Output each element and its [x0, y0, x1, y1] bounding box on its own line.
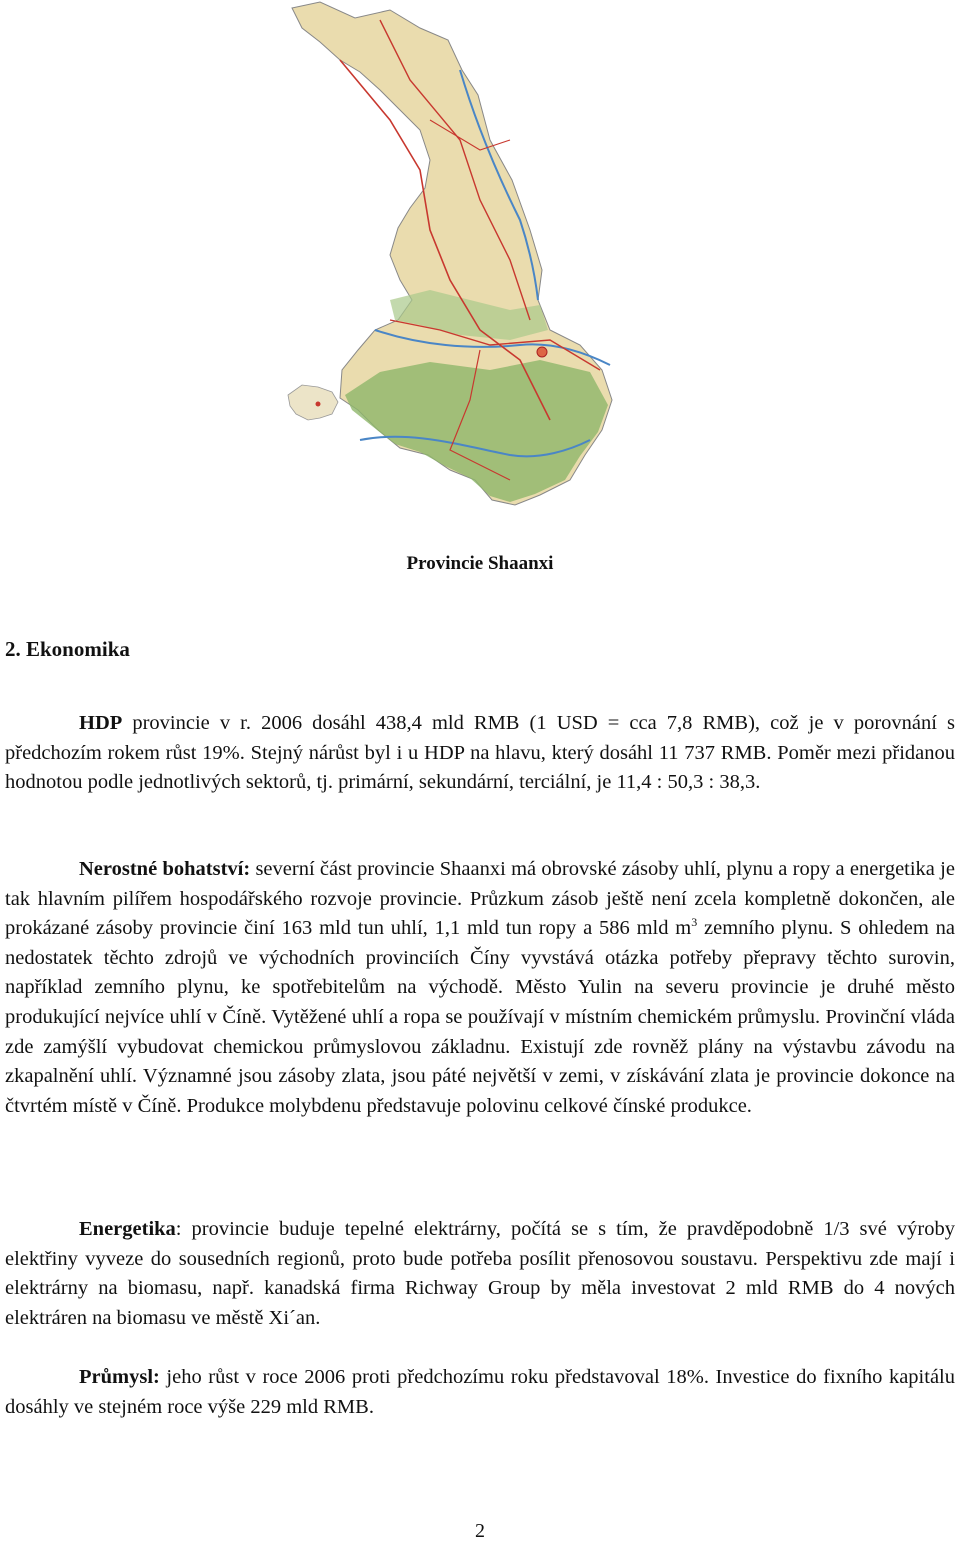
- paragraph-nerostne-bohatstvi: [5, 855, 955, 1121]
- paragraph-energetika: [5, 1215, 955, 1333]
- inset-location-marker: [316, 402, 321, 407]
- paragraph-text: severní část provincie Shaanxi má obrovské zásoby uhlí, plynu a ropy a energetika je tak hlavním pilířem hospodářského rozvoje provincie. Průzkum zásob ještě není zcela kompletně dokončen, ale prokázané zásoby provincie činí 163 mld tun uhlí, 1,1 mld tun ropy a 586 mld m: [5, 858, 955, 940]
- paragraph-lead: Nerostné bohatství:: [79, 858, 251, 880]
- page-number: 2: [475, 1520, 485, 1542]
- paragraph-lead: HDP: [79, 712, 123, 734]
- shaanxi-map: [280, 0, 680, 530]
- paragraph-text-cont: zemního plynu. S ohledem na nedostatek těchto zdrojů ve východních provinciích Číny vyvstává otázka potřeby přepravy těchto surovin, například zemního plynu, ke spotřebitelům na východě. Město Yulin na severu provincie je druhé město produkující nejvíce uhlí v Číně. Vytěžené uhlí a ropa se používají v místním chemickém průmyslu. Provinční vláda zde zamýšlí vybudovat chemickou průmyslovou základnu. Existují zde rovněž plány na výstavbu závodu na zkapalnění uhlí. Významné jsou zásoby zlata, jsou páté největší v zemi, v získávání zlata je provincie dokonce na čtvrtém místě v Číně. Produkce molybdenu představuje polovinu celkové čínské produkce.: [5, 917, 955, 1117]
- inset-china-map: [288, 385, 338, 420]
- paragraph-lead: Energetika: [79, 1218, 176, 1240]
- superscript: 3: [691, 915, 698, 930]
- capital-marker: [537, 347, 547, 357]
- paragraph-text: jeho růst v roce 2006 proti předchozímu roku představoval 18%. Investice do fixního kapitálu dosáhly ve stejném roce výše 229 mld RMB.: [5, 1366, 955, 1418]
- paragraph-text: provincie v r. 2006 dosáhl 438,4 mld RMB (1 USD = cca 7,8 RMB), což je v porovnání s předchozím rokem růst 19%. Stejný nárůst byl i u HDP na hlavu, který dosáhl 11 737 RMB. Poměr mezi přidanou hodnotou podle jednotlivých sektorů, tj. primární, sekundární, terciální, je 11,4 : 50,3 : 38,3.: [5, 712, 955, 794]
- map-caption: Provincie Shaanxi: [406, 553, 554, 574]
- paragraph-hdp: [5, 709, 955, 798]
- paragraph-lead: Průmysl:: [79, 1366, 160, 1388]
- paragraph-text: : provincie buduje tepelné elektrárny, počítá se s tím, že pravděpodobně 1/3 své výroby elektřiny vyveze do sousedních regionů, proto bude potřeba posílit přenosovou soustavu. Perspektivu zde mají i elektrárny na biomasu, např. kanadská firma Richway Group by měla investovat 2 mld RMB do 4 nových elektráren na biomasu ve městě Xi´an.: [5, 1218, 955, 1329]
- section-heading: 2. Ekonomika: [5, 637, 130, 661]
- paragraph-prumysl: [5, 1363, 955, 1422]
